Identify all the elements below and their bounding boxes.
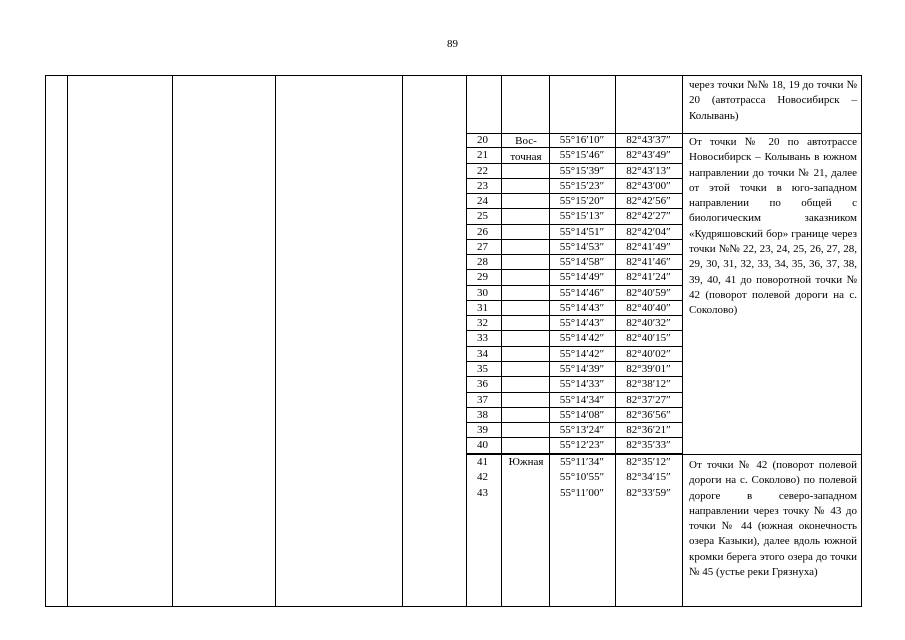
longitude-cell: 82°40′40″ [626,301,671,314]
latitude-cell: 55°14′33″ [559,378,605,391]
direction-cell [501,408,549,422]
direction-cell [501,438,549,452]
table-row [466,209,682,224]
table-row [466,225,682,240]
point-number: 42 [477,471,488,484]
latitude-cell: 55°14′53″ [559,240,605,253]
table-row [466,286,682,301]
longitude-cell: 82°43′13″ [626,164,671,177]
longitude-cell: 82°38′12″ [626,378,671,391]
direction-cell [501,377,549,391]
latitude-cell: 55°15′20″ [559,195,605,208]
table-row [466,179,682,194]
point-number: 29 [477,271,488,284]
column-divider [682,75,683,607]
direction-cell [501,393,549,407]
latitude-cell: 55°15′46″ [559,149,605,162]
table-row [466,347,682,362]
longitude-cell: 82°43′00″ [626,179,671,192]
direction-cell [501,316,549,330]
table-row [466,164,682,179]
latitude-cell: 55°15′23″ [559,179,605,192]
south-boundary-description: От точки № 42 (поворот полевой дороги на с. Соколово) по полевой дороге в северо-западном направлении через точку № 43 до точки № 44 (южная оконечность озера Казыки), далее вдоль южной кромки берега этого озера до точки № 45 (устье реки Грязнуха) [689,459,857,579]
previous-boundary-description: через точки №№ 18, 19 до точки № 20 (автотрасса Новосибирск – Колывань) [689,79,857,122]
direction-cell [501,194,549,208]
point-number: 25 [477,210,488,223]
latitude-cell: 55°14′43″ [559,317,605,330]
latitude-cell: 55°14′51″ [559,225,605,238]
latitude-cell: 55°11′34″ [560,456,604,468]
latitude-cell: 55°14′43″ [559,301,605,314]
latitude-cell: 55°14′39″ [559,362,605,375]
longitude-cell: 82°42′56″ [626,195,671,208]
direction-cell [501,240,549,254]
direction-cell [501,164,549,178]
table-row [466,408,682,423]
direction-cell [501,423,549,437]
point-number: 21 [477,149,488,162]
table-row [466,301,682,316]
table-row [466,240,682,255]
table-row [466,423,682,438]
point-number: 22 [477,164,488,177]
point-number: 37 [477,393,488,406]
longitude-cell: 82°33′59″ [626,486,671,499]
table-row [466,470,682,485]
table-row [466,377,682,392]
point-number: 38 [477,408,488,421]
point-number: 32 [477,317,488,330]
latitude-cell: 55°12′23″ [559,439,605,452]
latitude-cell: 55°13′24″ [559,424,605,437]
point-number: 31 [477,301,488,314]
latitude-cell: 55°14′58″ [559,256,605,269]
latitude-cell: 55°14′42″ [559,332,605,345]
longitude-cell: 82°43′37″ [626,134,671,146]
point-number: 20 [477,134,488,146]
point-number: 27 [477,240,488,253]
latitude-cell: 55°15′13″ [559,210,605,223]
point-number: 43 [477,486,488,499]
table-row [466,316,682,331]
longitude-cell: 82°36′21″ [626,424,671,437]
longitude-cell: 82°37′27″ [626,393,671,406]
column-divider [402,75,403,607]
point-number: 23 [477,179,488,192]
point-number: 24 [477,195,488,208]
column-divider [275,75,276,607]
longitude-cell: 82°40′02″ [626,347,671,360]
direction-cell [501,301,549,315]
latitude-cell: 55°16′10″ [559,134,605,146]
longitude-cell: 82°40′15″ [626,332,671,345]
point-number: 28 [477,256,488,269]
page-number: 89 [447,38,458,50]
point-number: 33 [477,332,488,345]
direction-cell [501,209,549,223]
table-row [466,255,682,270]
longitude-cell: 82°42′04″ [626,225,671,238]
direction-cell [501,225,549,239]
direction-cell [501,331,549,345]
direction-cell [501,270,549,284]
longitude-cell: 82°36′56″ [626,408,671,421]
point-number: 41 [477,456,488,468]
latitude-cell: 55°11′00″ [560,486,604,499]
latitude-cell: 55°15′39″ [559,164,605,177]
table-row [466,331,682,346]
point-number: 39 [477,424,488,437]
latitude-cell: 55°14′42″ [559,347,605,360]
direction-cell [501,362,549,376]
point-number: 35 [477,362,488,375]
table-row [466,270,682,285]
direction-cell [501,486,549,501]
longitude-cell: 82°35′12″ [626,456,671,468]
latitude-cell: 55°14′08″ [559,408,605,421]
table-row [466,486,682,501]
longitude-cell: 82°42′27″ [626,210,671,223]
point-number: 40 [477,439,488,452]
longitude-cell: 82°40′59″ [626,286,671,299]
table-row [466,455,682,470]
latitude-cell: 55°14′49″ [559,271,605,284]
south-direction-label: Южная [508,456,544,468]
table-row [466,438,682,453]
table-row [466,148,682,163]
direction-cell [501,148,549,162]
table-row [466,393,682,408]
direction-cell [501,179,549,193]
latitude-cell: 55°14′46″ [559,286,605,299]
longitude-cell: 82°41′24″ [626,271,671,284]
south-points-list [466,455,682,501]
direction-cell [501,255,549,269]
direction-cell [501,455,549,470]
point-number: 36 [477,378,488,391]
longitude-cell: 82°39′01″ [626,362,671,375]
column-divider [67,75,68,607]
table-row [466,194,682,209]
longitude-cell: 82°40′32″ [626,317,671,330]
table-row [466,133,682,148]
table-row [466,362,682,377]
point-number: 30 [477,286,488,299]
direction-cell [501,470,549,485]
longitude-cell: 82°34′15″ [626,471,671,484]
longitude-cell: 82°41′49″ [626,240,671,253]
latitude-cell: 55°10′55″ [559,471,605,484]
latitude-cell: 55°14′34″ [559,393,605,406]
east-direction-label: Вос- точная [510,135,542,163]
point-number: 26 [477,225,488,238]
longitude-cell: 82°43′49″ [626,149,671,162]
point-number: 34 [477,347,488,360]
direction-cell [501,347,549,361]
column-divider [172,75,173,607]
east-boundary-description: От точки № 20 по автотрассе Новосибирск – Колывань в южном направлении до точки № 21, далее от этой точки в юго-западном направлении по общей с биологическим заказником «Кудряшовский бор» границе через точки №№ 22, 23, 24, 25, 26, 27, 28, 29, 30, 31, 32, 33, 34, 35, 36, 37, 38, 39, 40, 41 до поворотной точки № 42 (поворот полевой дороги на с. Соколово) [689,136,857,317]
direction-cell [501,133,549,147]
east-points-list [466,133,682,454]
longitude-cell: 82°35′33″ [626,439,671,452]
direction-cell [501,286,549,300]
longitude-cell: 82°41′46″ [626,256,671,269]
